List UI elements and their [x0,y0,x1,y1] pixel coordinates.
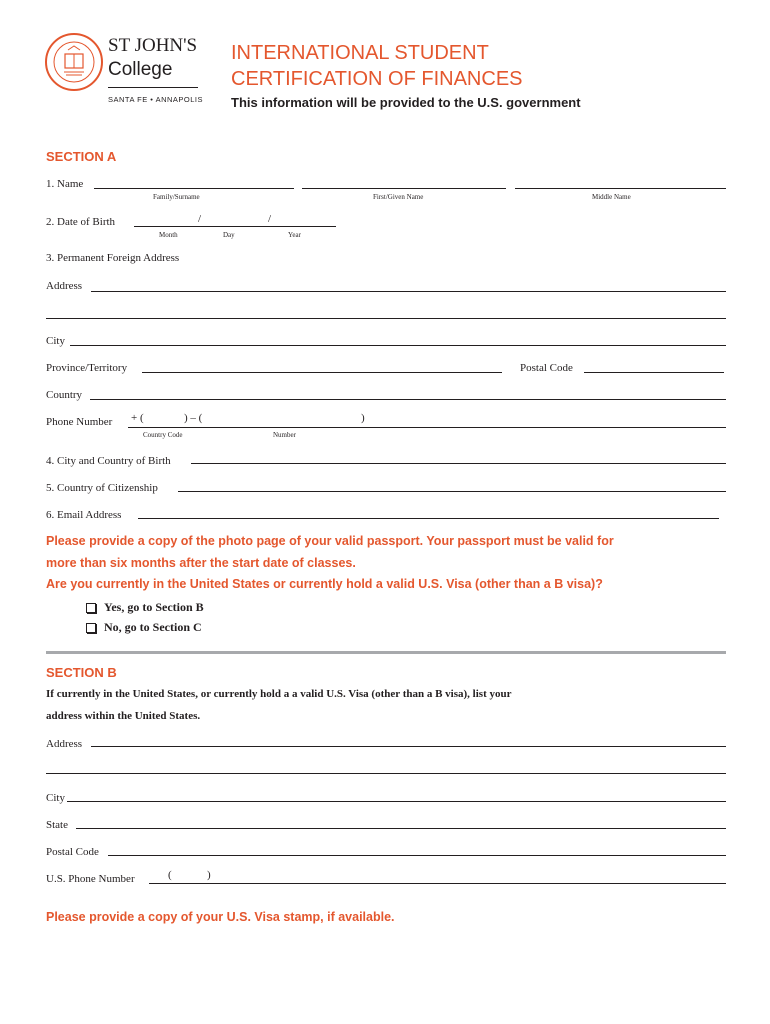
country-label: Country [46,389,83,401]
us-phone-label: U.S. Phone Number [46,873,135,885]
email-line [138,518,719,519]
phone-end: ) [361,412,365,424]
passport-note-line1: Please provide a copy of the photo page of your valid passport. Your passport must be valid for [46,534,614,548]
middle-name-field[interactable] [515,176,726,188]
us-address-line2 [46,773,726,774]
dob-year-sublabel: Year [288,231,301,239]
dob-day-sublabel: Day [223,231,235,239]
dob-year-field[interactable] [276,214,336,226]
form-subtitle: This information will be provided to the U.S. government [231,95,581,110]
logo-divider [108,87,198,88]
phone-country-code-field[interactable] [152,413,182,426]
us-address-label: Address [46,738,83,750]
phone-label: Phone Number [46,416,113,428]
us-phone-open: ( [168,869,172,881]
address-line2-field[interactable] [46,306,726,318]
us-city-field[interactable] [67,789,726,801]
first-name-line [302,188,506,189]
province-label: Province/Territory [46,362,128,374]
country-code-sublabel: Country Code [143,431,183,439]
option-no-label: No, go to Section C [104,620,202,634]
citizenship-line [178,491,726,492]
us-phone-number-field[interactable] [214,869,724,882]
phone-plus: + ( [131,412,144,424]
address-label: Address [46,280,83,292]
postal-code-field[interactable] [584,360,724,372]
province-line [142,372,502,373]
birth-place-line [191,463,726,464]
phone-number-field[interactable] [220,413,360,426]
us-state-field[interactable] [76,816,726,828]
city-label: City [46,335,65,347]
option-yes[interactable] [86,600,204,615]
dob-day-field[interactable] [205,214,267,226]
us-postal-line [108,855,726,856]
section-divider [46,651,726,654]
family-name-field[interactable] [94,176,294,188]
college-name-line2: College [108,59,173,80]
visa-stamp-note: Please provide a copy of your U.S. Visa stamp, if available. [46,910,395,924]
citizenship-field[interactable] [178,479,726,491]
phone-mid: ) – ( [184,412,203,424]
province-field[interactable] [142,360,502,372]
us-phone-area-field[interactable] [175,869,207,882]
yes-checkbox[interactable] [86,603,96,613]
college-seal-icon [44,32,104,92]
us-address-line2-field[interactable] [46,761,726,773]
birth-place-field[interactable] [191,451,726,463]
form-title-line1: INTERNATIONAL STUDENT [231,42,489,64]
middle-name-sublabel: Middle Name [592,193,631,201]
section-b-intro-line2: address within the United States. [46,710,201,722]
first-name-sublabel: First/Given Name [373,193,424,201]
country-line [90,399,726,400]
us-postal-label: Postal Code [46,846,99,858]
citizenship-label: 5. Country of Citizenship [46,482,158,494]
dob-line [134,226,336,227]
middle-name-line [515,188,726,189]
option-yes-label: Yes, go to Section B [104,600,204,614]
us-postal-field[interactable] [108,843,726,855]
dob-slash-2: / [268,213,272,225]
dob-month-field[interactable] [134,214,196,226]
permanent-address-heading: 3. Permanent Foreign Address [46,252,180,264]
birth-place-label: 4. City and Country of Birth [46,455,171,467]
email-label: 6. Email Address [46,509,122,521]
family-name-line [94,188,294,189]
email-field[interactable] [138,506,719,518]
dob-month-sublabel: Month [159,231,178,239]
passport-note-line2: more than six months after the start date of classes. [46,556,356,570]
dob-slash-1: / [198,213,202,225]
first-name-field[interactable] [302,176,506,188]
city-line [70,345,726,346]
country-field[interactable] [90,387,726,399]
form-title-line2: CERTIFICATION OF FINANCES [231,68,523,90]
us-city-label: City [46,792,65,804]
us-address-line1-field[interactable] [91,734,726,746]
postal-code-label: Postal Code [520,362,573,374]
section-b-heading: SECTION B [46,665,117,680]
section-b-intro-line1: If currently in the United States, or currently hold a a valid U.S. Visa (other than a B visa), list your [46,688,512,700]
address-line1 [91,291,726,292]
college-locations: SANTA FE • ANNAPOLIS [108,95,204,104]
visa-question: Are you currently in the United States or currently hold a valid U.S. Visa (other than a B visa)? [46,577,603,591]
section-a-heading: SECTION A [46,149,117,164]
city-field[interactable] [70,333,726,345]
number-sublabel: Number [273,431,296,439]
family-name-sublabel: Family/Surname [153,193,200,201]
us-city-line [67,801,726,802]
us-address-line1 [91,746,726,747]
option-no[interactable] [86,620,202,635]
college-name-line1: ST JOHN'S [108,35,198,56]
college-logo [44,32,204,112]
address-line2 [46,318,726,319]
phone-line [128,427,726,428]
us-state-label: State [46,819,68,831]
dob-label: 2. Date of Birth [46,216,116,228]
us-phone-line [149,883,726,884]
postal-code-line [584,372,724,373]
no-checkbox[interactable] [86,623,96,633]
us-phone-close: ) [207,869,211,881]
us-state-line [76,828,726,829]
name-label: 1. Name [46,178,84,190]
address-line1-field[interactable] [91,279,726,291]
